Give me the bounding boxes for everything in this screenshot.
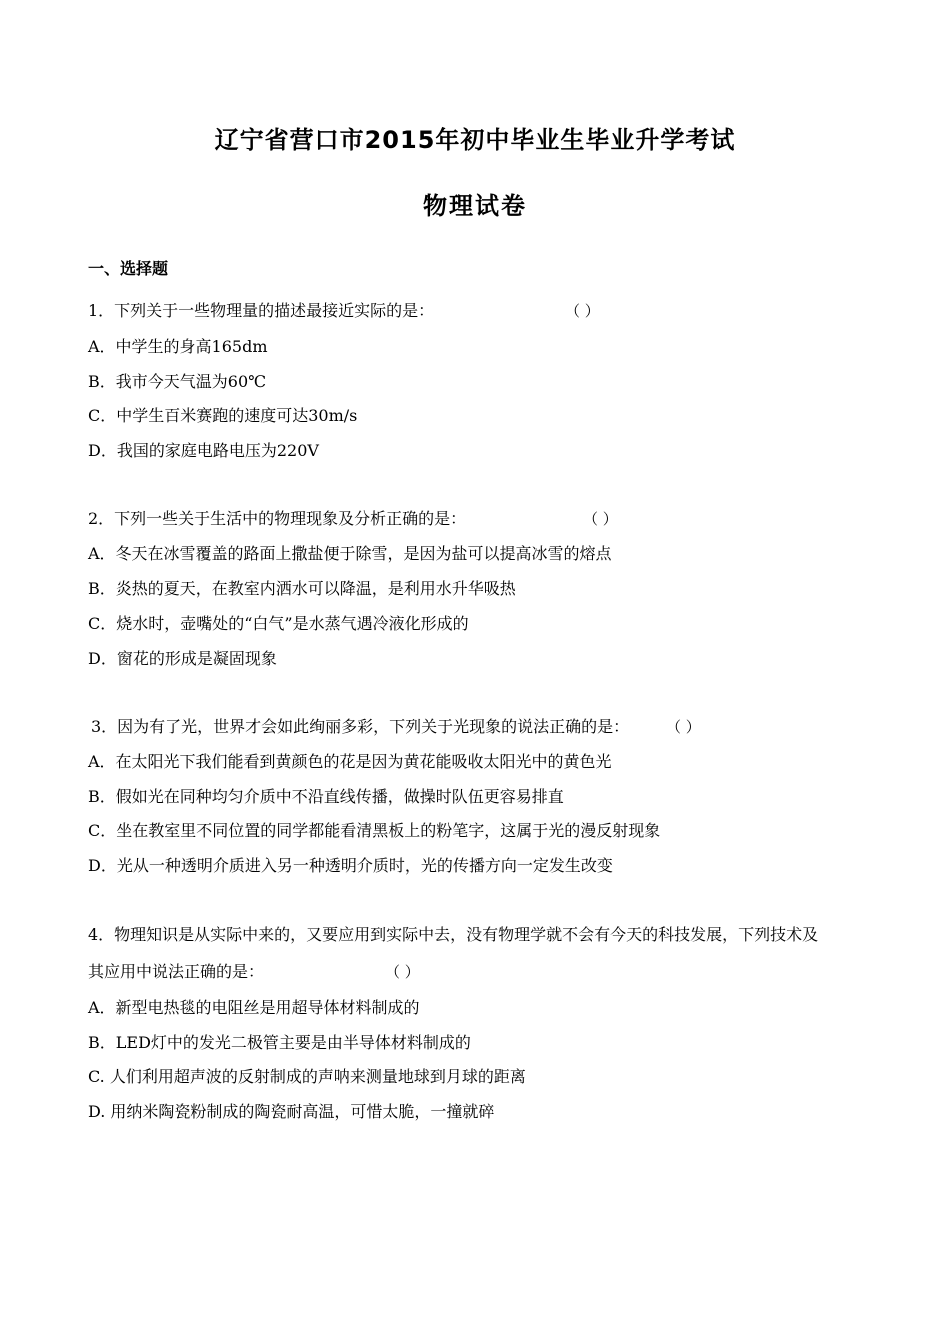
question-1-answer-paren: （ ） xyxy=(565,302,600,320)
exam-subtitle: 物理试卷 xyxy=(423,192,527,220)
question-2-answer-paren: （ ） xyxy=(583,510,618,528)
question-1-option-c: C．中学生百米赛跑的速度可达30m/s xyxy=(88,406,358,425)
section-heading: 一、选择题 xyxy=(88,259,169,278)
question-1-option-d: D．我国的家庭电路电压为220V xyxy=(88,441,319,460)
question-4-stem-line-1: 4．物理知识是从实际中来的，又要应用到实际中去，没有物理学就不会有今天的科技发展，下列技术及 xyxy=(88,925,819,944)
question-4-option-c: C. 人们利用超声波的反射制成的声呐来测量地球到月球的距离 xyxy=(88,1067,526,1086)
question-4-answer-paren: （ ） xyxy=(385,963,420,981)
question-3-option-a: A．在太阳光下我们能看到黄颜色的花是因为黄花能吸收太阳光中的黄色光 xyxy=(88,752,612,771)
exam-title: 辽宁省营口市2015年初中毕业生毕业升学考试 xyxy=(214,126,736,154)
question-3-option-b: B．假如光在同种均匀介质中不沿直线传播，做操时队伍更容易排直 xyxy=(88,787,564,806)
question-1-option-b: B．我市今天气温为60℃ xyxy=(88,372,267,391)
question-2-option-c: C．烧水时，壶嘴处的“白气”是水蒸气遇冷液化形成的 xyxy=(88,614,469,633)
question-3-option-d: D．光从一种透明介质进入另一种透明介质时，光的传播方向一定发生改变 xyxy=(88,856,613,875)
question-3-stem: 3．因为有了光，世界才会如此绚丽多彩，下列关于光现象的说法正确的是： xyxy=(91,717,630,736)
question-4-option-d: D. 用纳米陶瓷粉制成的陶瓷耐高温，可惜太脆，一撞就碎 xyxy=(88,1102,495,1121)
question-3-answer-paren: （ ） xyxy=(666,718,701,736)
question-1-stem: 1．下列关于一些物理量的描述最接近实际的是： xyxy=(88,301,435,320)
question-4-option-b: B．LED灯中的发光二极管主要是由半导体材料制成的 xyxy=(88,1033,471,1052)
question-2-stem: 2．下列一些关于生活中的物理现象及分析正确的是： xyxy=(88,509,467,528)
question-4-stem-line-2: 其应用中说法正确的是： xyxy=(88,962,265,981)
question-2-option-a: A．冬天在冰雪覆盖的路面上撒盐便于除雪，是因为盐可以提高冰雪的熔点 xyxy=(88,544,612,563)
question-3-option-c: C．坐在教室里不同位置的同学都能看清黑板上的粉笔字，这属于光的漫反射现象 xyxy=(88,821,661,840)
question-2-option-b: B．炎热的夏天，在教室内洒水可以降温，是利用水升华吸热 xyxy=(88,579,516,598)
question-4-option-a: A．新型电热毯的电阻丝是用超导体材料制成的 xyxy=(88,998,420,1017)
question-1-option-a: A．中学生的身高165dm xyxy=(88,337,268,356)
question-2-option-d: D．窗花的形成是凝固现象 xyxy=(88,649,277,668)
